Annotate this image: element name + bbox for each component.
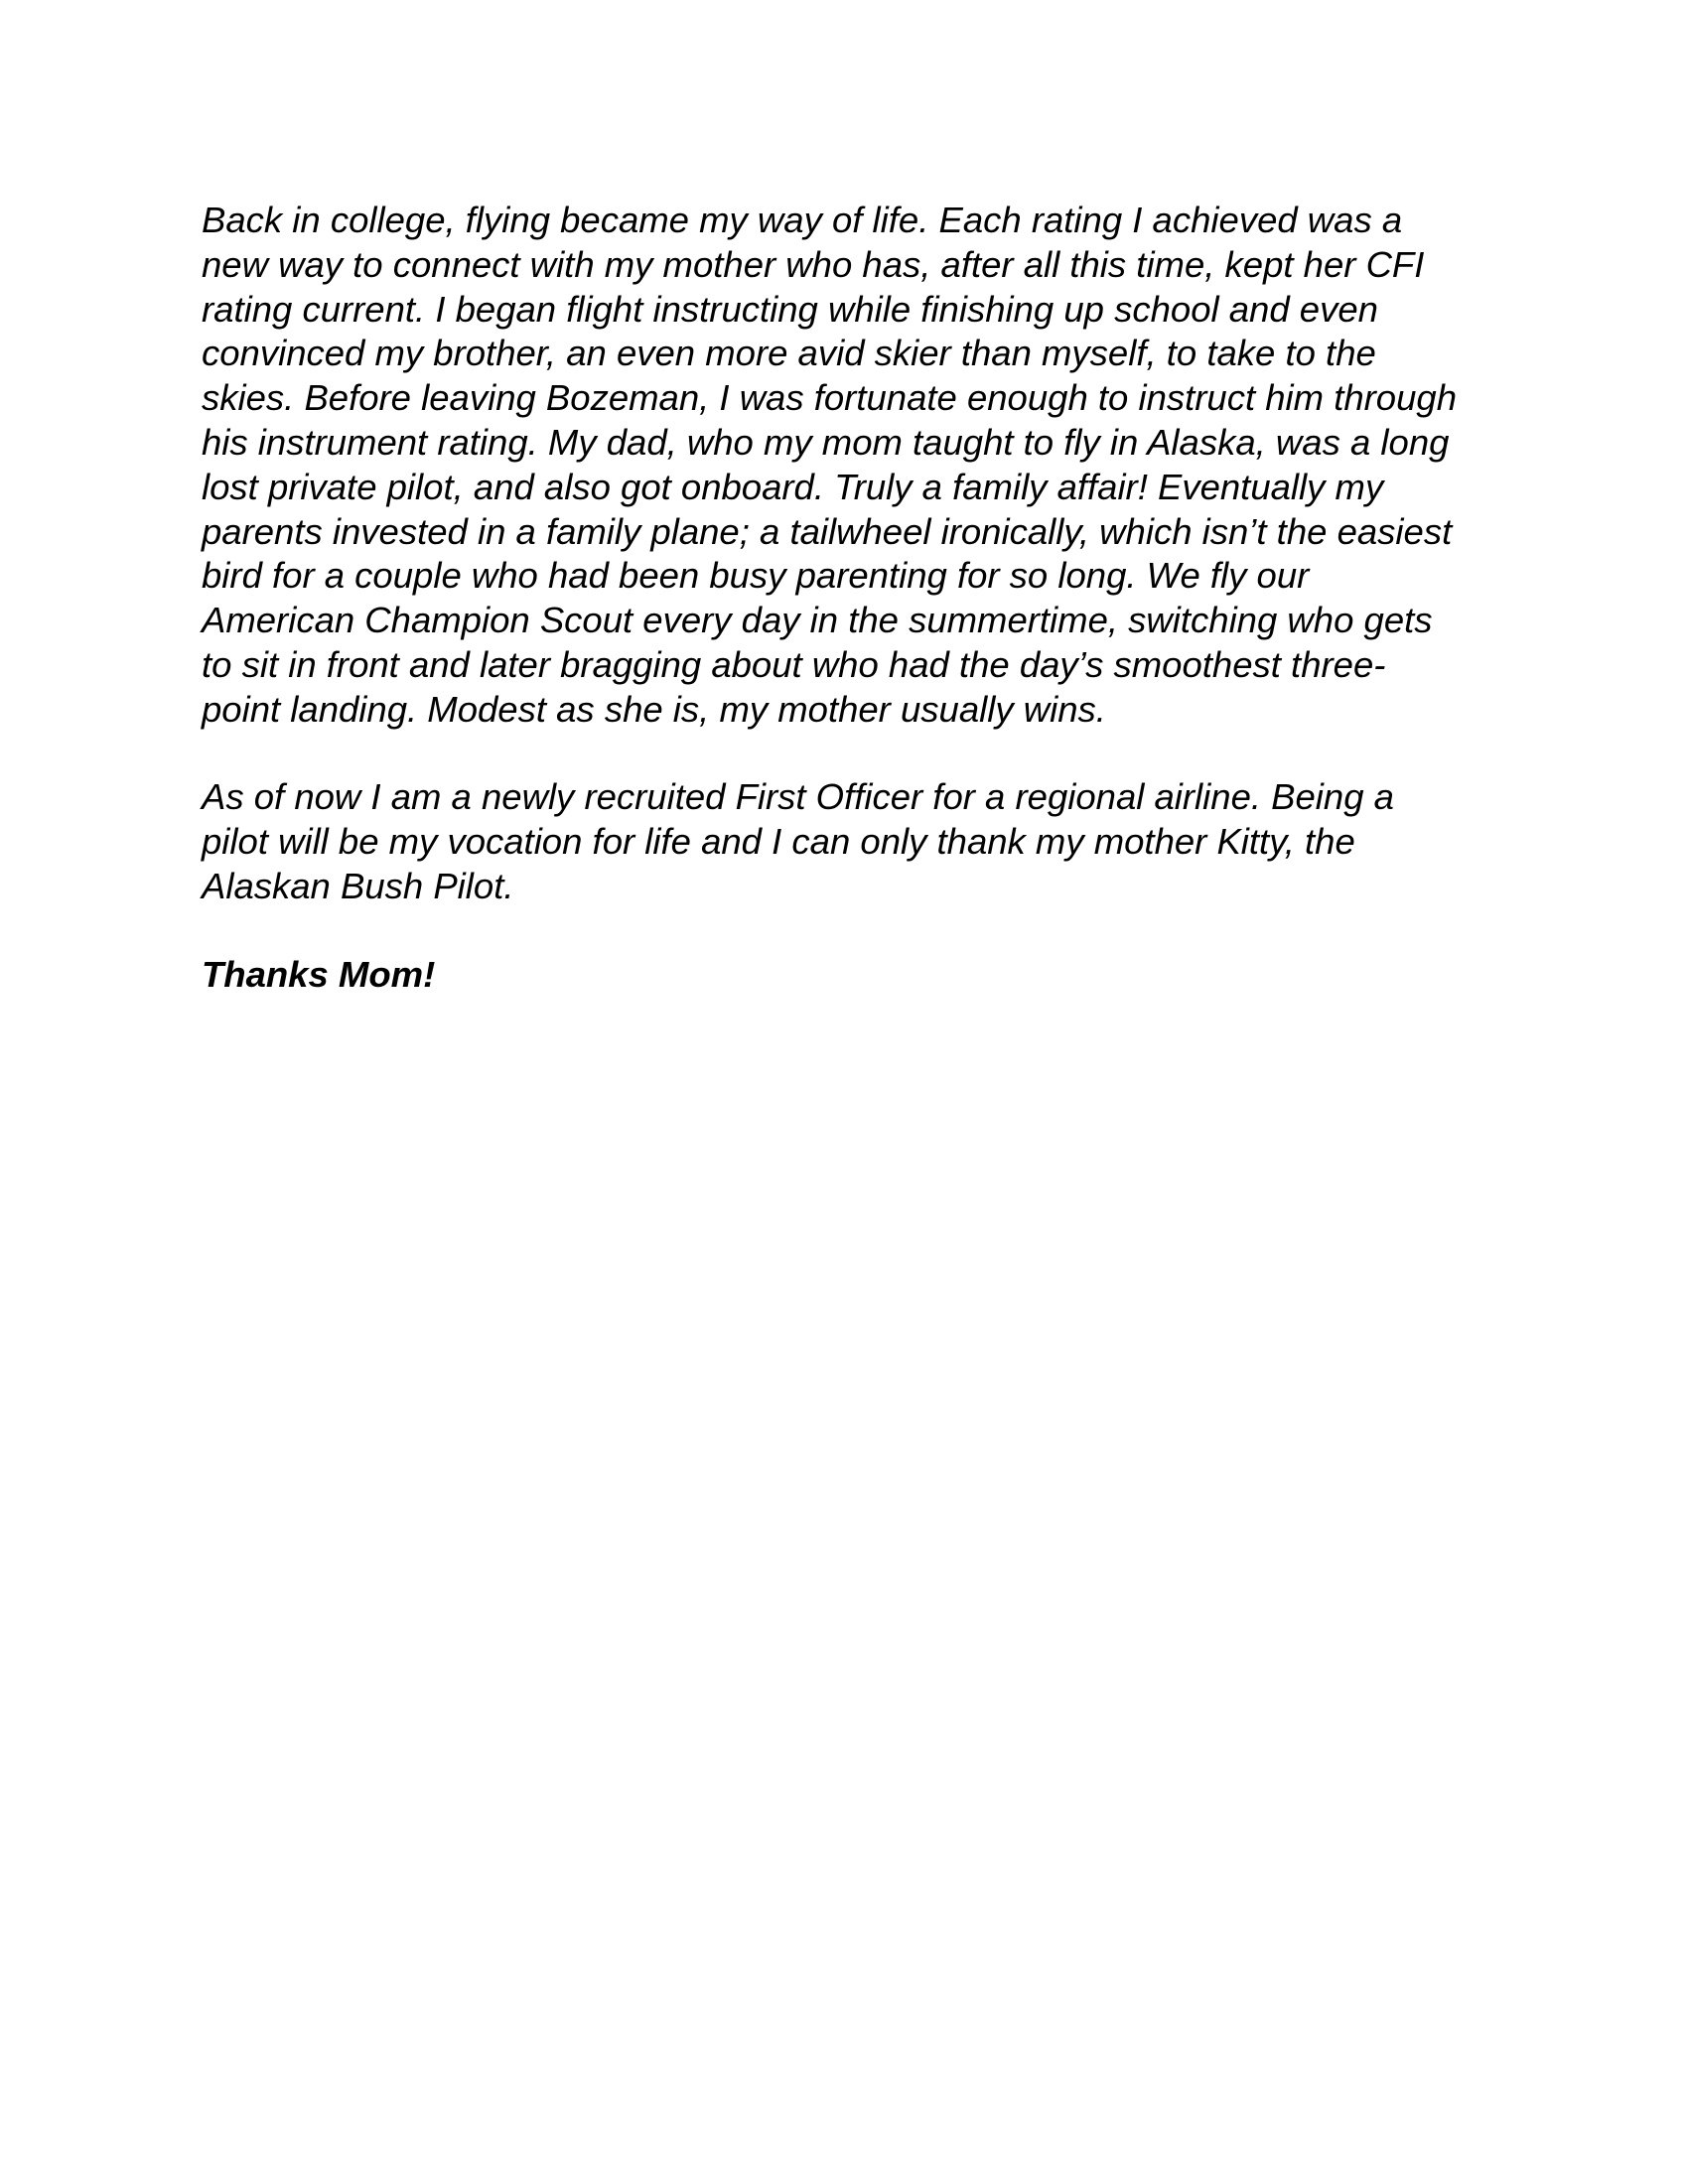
text-line: his instrument rating. My dad, who my mom taught to fly in Alaska, was a long: [202, 421, 1450, 463]
text-line: Alaskan Bush Pilot.: [202, 865, 514, 906]
text-line: bird for a couple who had been busy parenting for so long. We fly our: [202, 555, 1310, 597]
text-line: to sit in front and later bragging about who had the day’s smoothest three-: [202, 643, 1386, 685]
paragraph-first-officer: [202, 775, 1492, 908]
closing-line: Thanks Mom!: [202, 954, 436, 995]
text-line: pilot will be my vocation for life and I can only thank my mother Kitty, the: [202, 820, 1355, 862]
text-line: Back in college, flying became my way of life. Each rating I achieved was a: [202, 200, 1403, 240]
text-line: rating current. I began flight instructing while finishing up school and even: [202, 288, 1378, 330]
text-line: American Champion Scout every day in the summertime, switching who gets: [202, 600, 1433, 641]
text-line: As of now I am a newly recruited First Officer for a regional airline. Being a: [202, 776, 1394, 817]
paragraph-flying-in-college: [202, 199, 1492, 733]
text-line: parents invested in a family plane; a tailwheel ironically, which isn’t the easiest: [202, 510, 1453, 552]
text-line: convinced my brother, an even more avid skier than myself, to take to the: [202, 333, 1376, 374]
text-line: new way to connect with my mother who has, after all this time, kept her CFI: [202, 243, 1425, 285]
text-line: point landing. Modest as she is, my mother usually wins.: [202, 688, 1106, 730]
text-line: skies. Before leaving Bozeman, I was fortunate enough to instruct him through: [202, 377, 1458, 419]
text-line: lost private pilot, and also got onboard. Truly a family affair! Eventually my: [202, 466, 1384, 507]
